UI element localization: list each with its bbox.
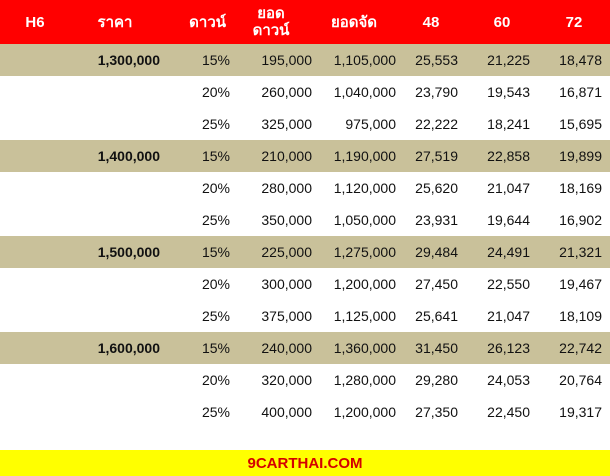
cell-72: 18,478 <box>559 52 602 68</box>
cell-72: 22,742 <box>559 340 602 356</box>
cell-finance: 1,360,000 <box>333 340 396 356</box>
cell-60: 19,644 <box>487 212 530 228</box>
cell-price <box>70 364 160 396</box>
cell-model <box>0 140 70 172</box>
table-row <box>0 44 610 76</box>
cell-price <box>70 172 160 204</box>
table-row <box>0 300 610 332</box>
cell-72: 20,764 <box>559 372 602 388</box>
header-72: 72 <box>565 13 583 31</box>
cell-48: 29,280 <box>415 372 458 388</box>
cell-down-amount: 325,000 <box>261 116 312 132</box>
cell-60: 19,543 <box>487 84 530 100</box>
table-row <box>0 364 610 396</box>
table-row <box>0 332 610 364</box>
cell-down: 15% <box>201 148 230 164</box>
cell-price: 1,300,000 <box>97 52 160 68</box>
cell-finance: 1,200,000 <box>333 276 396 292</box>
cell-price <box>70 76 160 108</box>
cell-60: 22,450 <box>487 404 530 420</box>
cell-finance: 1,200,000 <box>333 404 396 420</box>
cell-72: 21,321 <box>559 244 602 260</box>
table-body <box>0 44 610 428</box>
cell-model <box>0 396 70 428</box>
cell-down: 25% <box>201 212 230 228</box>
cell-model <box>0 108 70 140</box>
cell-model <box>0 44 70 76</box>
cell-finance: 975,000 <box>345 116 396 132</box>
table-row <box>0 108 610 140</box>
cell-down: 20% <box>201 84 230 100</box>
cell-finance: 1,125,000 <box>333 308 396 324</box>
cell-price: 1,500,000 <box>97 244 160 260</box>
cell-finance: 1,105,000 <box>333 52 396 68</box>
cell-finance: 1,120,000 <box>333 180 396 196</box>
cell-down: 25% <box>201 404 230 420</box>
cell-model <box>0 76 70 108</box>
cell-60: 24,491 <box>487 244 530 260</box>
cell-48: 23,931 <box>415 212 458 228</box>
table-row <box>0 396 610 428</box>
footer-site-banner: 9CARTHAI.COM <box>0 450 610 476</box>
cell-price <box>70 300 160 332</box>
cell-price <box>70 108 160 140</box>
cell-60: 22,550 <box>487 276 530 292</box>
cell-model <box>0 268 70 300</box>
cell-down: 15% <box>201 244 230 260</box>
cell-price: 1,400,000 <box>97 148 160 164</box>
table-row <box>0 268 610 300</box>
cell-60: 26,123 <box>487 340 530 356</box>
cell-60: 22,858 <box>487 148 530 164</box>
cell-down-amount: 225,000 <box>261 244 312 260</box>
cell-down-amount: 400,000 <box>261 404 312 420</box>
cell-72: 19,467 <box>559 276 602 292</box>
cell-down: 25% <box>201 308 230 324</box>
table-row <box>0 204 610 236</box>
header-48: 48 <box>422 13 440 31</box>
cell-price <box>70 396 160 428</box>
table-row <box>0 140 610 172</box>
cell-price: 1,600,000 <box>97 340 160 356</box>
cell-48: 31,450 <box>415 340 458 356</box>
cell-72: 16,902 <box>559 212 602 228</box>
table-row <box>0 172 610 204</box>
cell-finance: 1,275,000 <box>333 244 396 260</box>
cell-down-amount: 260,000 <box>261 84 312 100</box>
cell-60: 24,053 <box>487 372 530 388</box>
cell-finance: 1,280,000 <box>333 372 396 388</box>
cell-down-amount: 210,000 <box>261 148 312 164</box>
cell-down: 25% <box>201 116 230 132</box>
cell-72: 18,169 <box>559 180 602 196</box>
cell-model <box>0 236 70 268</box>
cell-48: 25,553 <box>415 52 458 68</box>
cell-down-amount: 375,000 <box>261 308 312 324</box>
header-down-amount: ยอด ดาวน์ <box>252 5 290 39</box>
cell-72: 19,899 <box>559 148 602 164</box>
cell-48: 27,450 <box>415 276 458 292</box>
header-finance: ยอดจัด <box>330 13 378 31</box>
cell-48: 23,790 <box>415 84 458 100</box>
cell-48: 25,641 <box>415 308 458 324</box>
cell-down-amount: 195,000 <box>261 52 312 68</box>
cell-72: 15,695 <box>559 116 602 132</box>
header-price: ราคา <box>97 13 133 31</box>
cell-72: 16,871 <box>559 84 602 100</box>
cell-48: 22,222 <box>415 116 458 132</box>
cell-down: 20% <box>201 372 230 388</box>
cell-down: 15% <box>201 52 230 68</box>
cell-finance: 1,050,000 <box>333 212 396 228</box>
cell-down-amount: 280,000 <box>261 180 312 196</box>
cell-60: 21,225 <box>487 52 530 68</box>
cell-model <box>0 172 70 204</box>
cell-down-amount: 240,000 <box>261 340 312 356</box>
header-60: 60 <box>493 13 511 31</box>
cell-price <box>70 268 160 300</box>
cell-down: 20% <box>201 276 230 292</box>
cell-model <box>0 364 70 396</box>
cell-down: 20% <box>201 180 230 196</box>
cell-72: 19,317 <box>559 404 602 420</box>
table-row <box>0 76 610 108</box>
cell-down-amount: 300,000 <box>261 276 312 292</box>
cell-finance: 1,040,000 <box>333 84 396 100</box>
cell-48: 27,519 <box>415 148 458 164</box>
cell-price <box>70 204 160 236</box>
cell-finance: 1,190,000 <box>333 148 396 164</box>
header-down: ดาวน์ <box>189 13 226 31</box>
cell-down-amount: 350,000 <box>261 212 312 228</box>
table-row <box>0 236 610 268</box>
cell-72: 18,109 <box>559 308 602 324</box>
cell-model <box>0 332 70 364</box>
header-row <box>0 0 610 44</box>
cell-60: 21,047 <box>487 308 530 324</box>
cell-48: 25,620 <box>415 180 458 196</box>
header-model: H6 <box>25 13 45 31</box>
cell-48: 29,484 <box>415 244 458 260</box>
cell-60: 21,047 <box>487 180 530 196</box>
cell-48: 27,350 <box>415 404 458 420</box>
cell-down-amount: 320,000 <box>261 372 312 388</box>
cell-60: 18,241 <box>487 116 530 132</box>
cell-model <box>0 300 70 332</box>
cell-down: 15% <box>201 340 230 356</box>
cell-model <box>0 204 70 236</box>
